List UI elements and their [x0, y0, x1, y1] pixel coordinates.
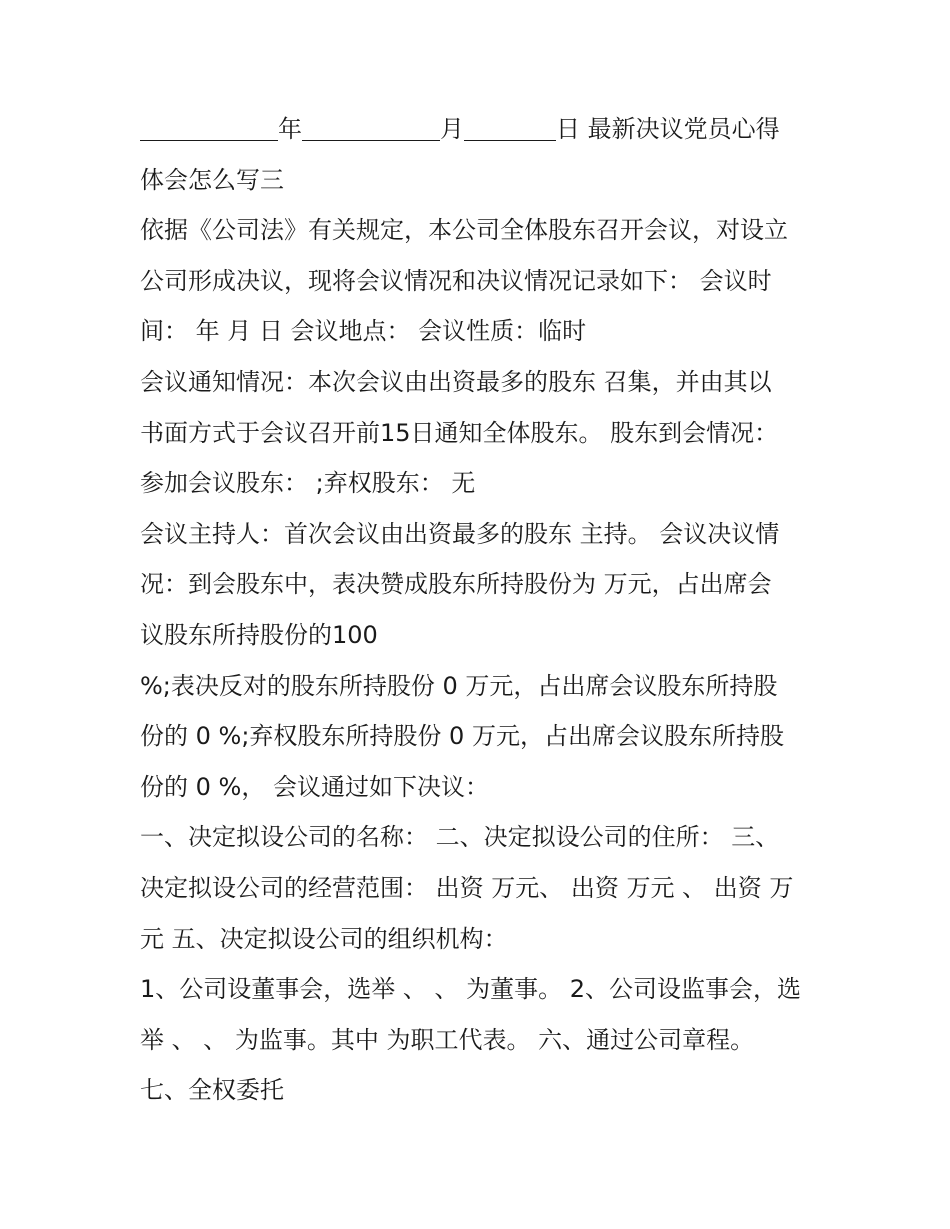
- text-line: 元 五、决定拟设公司的组织机构：: [140, 924, 508, 953]
- year-blank: [140, 114, 278, 141]
- text-line: 举 、 、 为监事。其中 为职工代表。 六、通过公司章程。: [140, 1025, 755, 1054]
- text-line: 会议通知情况：本次会议由出资最多的股东 召集，并由其以: [140, 367, 772, 396]
- text-line: 依据《公司法》有关规定，本公司全体股东召开会议，对设立: [140, 216, 788, 245]
- text-line: %;表决反对的股东所持股份 0 万元，占出席会议股东所持股: [140, 671, 778, 700]
- text-line: 书面方式于会议召开前15日通知全体股东。 股东到会情况：: [140, 418, 779, 447]
- text-line: 公司形成决议，现将会议情况和决议情况记录如下： 会议时: [140, 266, 772, 295]
- title-line: [140, 104, 820, 155]
- text-line: 体会怎么写三: [140, 165, 284, 194]
- text-line: 份的 0 %， 会议通过如下决议：: [140, 772, 489, 801]
- text-line: 间： 年 月 日 会议地点： 会议性质：临时: [140, 317, 587, 346]
- text-line: 参加会议股东： ;弃权股东： 无: [140, 469, 476, 498]
- text-line: 份的 0 %;弃权股东所持股份 0 万元，占出席会议股东所持股: [140, 722, 784, 751]
- month-blank: [302, 114, 440, 141]
- text-line: 七、全权委托: [140, 1076, 284, 1105]
- text-line: 况：到会股东中，表决赞成股东所持股份为 万元，占出席会: [140, 570, 772, 599]
- document-body: [140, 104, 820, 1116]
- day-title-label: 日 最新决议党员心得: [556, 115, 780, 143]
- text-line: 议股东所持股份的100: [140, 620, 378, 649]
- text-line: 会议主持人：首次会议由出资最多的股东 主持。 会议决议情: [140, 519, 780, 548]
- year-label: 年: [278, 115, 302, 143]
- text-line: 一、决定拟设公司的名称： 二、决定拟设公司的住所： 三、: [140, 823, 780, 852]
- day-blank: [464, 114, 556, 141]
- text-line: 决定拟设公司的经营范围： 出资 万元、 出资 万元 、 出资 万: [140, 873, 794, 902]
- text-line: 1、公司设董事会，选举 、 、 为董事。 2、公司设监事会，选: [140, 975, 802, 1004]
- month-label: 月: [440, 115, 464, 143]
